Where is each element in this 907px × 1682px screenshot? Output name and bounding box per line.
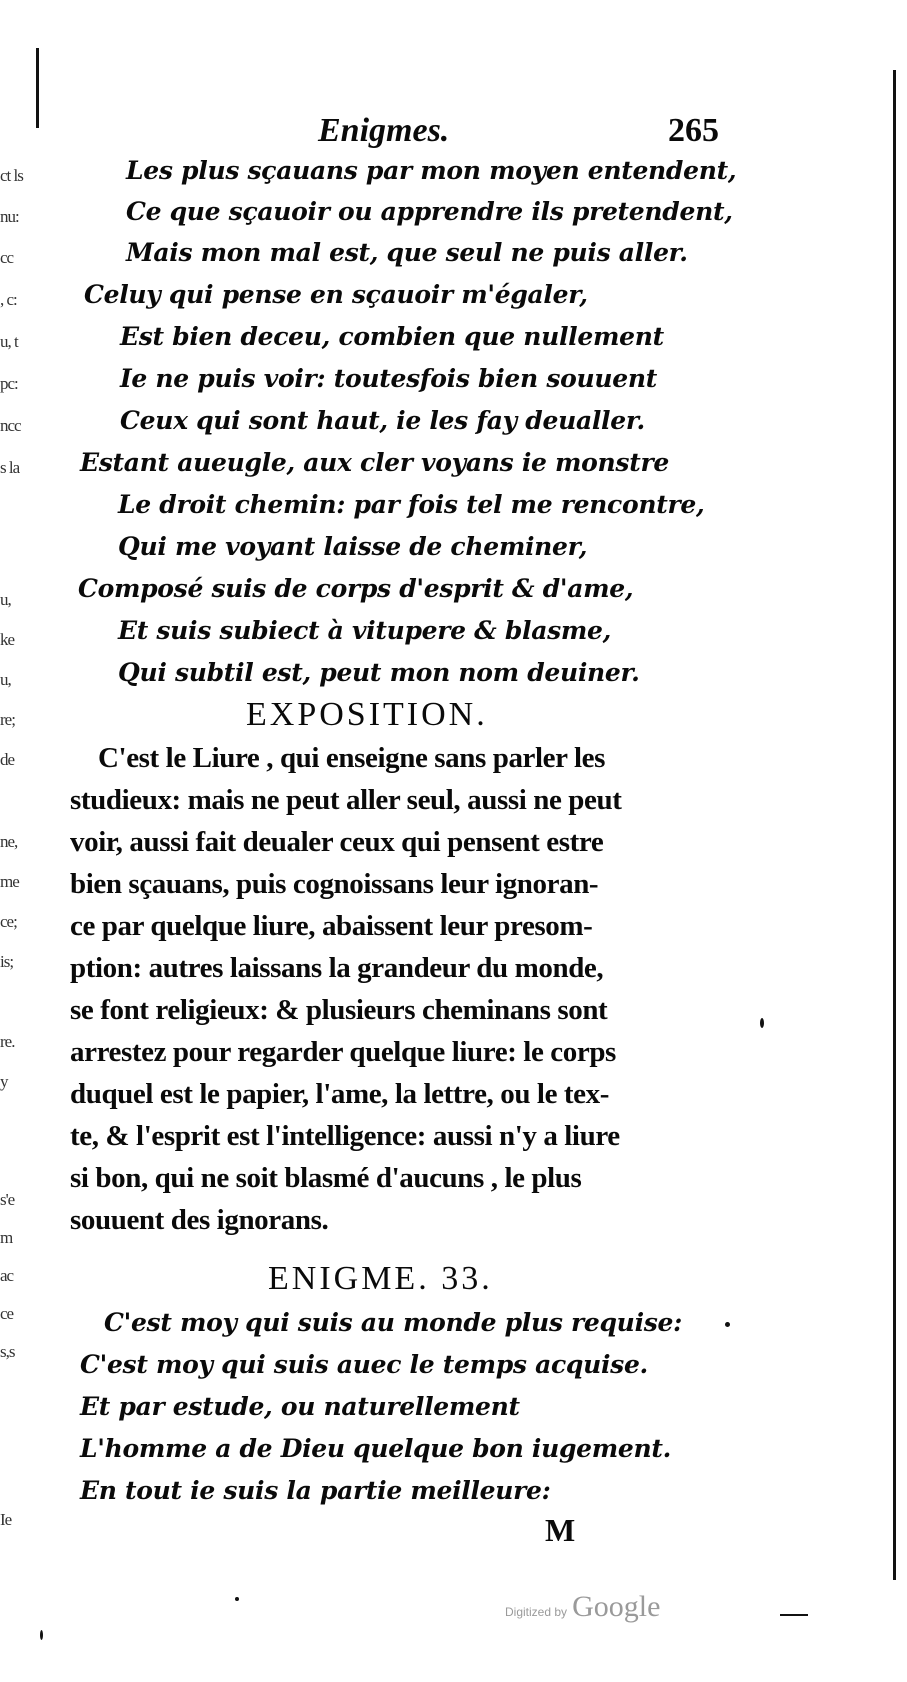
- bleed-fragment: ac: [0, 1266, 14, 1285]
- bleed-fragment: re.: [0, 1032, 15, 1051]
- verse-line: Ie ne puis voir: toutesfois bien souuent: [120, 364, 657, 393]
- exposition-heading: EXPOSITION.: [246, 696, 488, 733]
- verse-line: Estant aueugle, aux cler voyans ie monstre: [80, 448, 669, 477]
- bleed-fragment: u,: [0, 590, 11, 609]
- prose-line: bien sçauans, puis cognoissans leur ignoran-: [70, 868, 599, 900]
- prose-line: se font religieux: & plusieurs cheminans sont: [70, 994, 608, 1026]
- verse-line: Et par estude, ou naturellement: [80, 1392, 520, 1421]
- verse-line: C'est moy qui suis auec le temps acquise.: [80, 1350, 648, 1379]
- verse-line: Est bien deceu, combien que nullement: [120, 322, 664, 351]
- bleed-fragment: re;: [0, 710, 15, 729]
- page-number: 265: [668, 112, 719, 149]
- bleed-fragment: s la: [0, 458, 20, 477]
- prose-line: si bon, qui ne soit blasmé d'aucuns , le plus: [70, 1162, 582, 1194]
- bleed-fragment: u, t: [0, 332, 18, 351]
- bleed-fragment: , c:: [0, 290, 17, 309]
- verse-line: Celuy qui pense en sçauoir m'égaler,: [84, 280, 588, 309]
- prose-line: voir, aussi fait deualer ceux qui pensent estre: [70, 826, 604, 858]
- bleed-fragment: ne,: [0, 832, 18, 851]
- verse-line: Mais mon mal est, que seul ne puis aller.: [126, 238, 688, 267]
- verse-line: Composé suis de corps d'esprit & d'ame,: [78, 574, 634, 603]
- prose-line: duquel est le papier, l'ame, la lettre, ou le tex-: [70, 1078, 609, 1110]
- verse-line: Qui subtil est, peut mon nom deuiner.: [118, 658, 640, 687]
- verse-line: L'homme a de Dieu quelque bon iugement.: [80, 1434, 672, 1463]
- ink-speck: [235, 1597, 239, 1601]
- bleed-fragment: s,s: [0, 1342, 15, 1361]
- verse-line: En tout ie suis la partie meilleure:: [80, 1476, 551, 1505]
- catchword: M: [545, 1512, 576, 1548]
- bleed-fragment: ce;: [0, 912, 17, 931]
- bleed-fragment: pc:: [0, 374, 18, 393]
- bleed-fragment: s'e: [0, 1190, 15, 1209]
- ink-speck: [760, 1018, 764, 1028]
- verse-line: Qui me voyant laisse de cheminer,: [118, 532, 588, 561]
- enigme-heading: ENIGME. 33.: [268, 1260, 493, 1297]
- bleed-fragment: is;: [0, 952, 14, 971]
- verse-line: C'est moy qui suis au monde plus requise:: [104, 1308, 683, 1337]
- prose-line: souuent des ignorans.: [70, 1204, 329, 1236]
- prose-line: te, & l'esprit est l'intelligence: aussi n'y a liure: [70, 1120, 620, 1152]
- bleed-fragment: ke: [0, 630, 15, 649]
- bleed-fragment: ncc: [0, 416, 21, 435]
- bleed-fragment: cc: [0, 248, 14, 267]
- page-edge-rule: [893, 70, 896, 1580]
- bleed-fragment: u,: [0, 670, 11, 689]
- prose-line: ption: autres laissans la grandeur du monde,: [70, 952, 604, 984]
- margin-rule-left: [36, 48, 39, 128]
- verse-line: Ce que sçauoir ou apprendre ils pretendent,: [126, 197, 733, 226]
- bleed-fragment: nu:: [0, 207, 19, 226]
- bleed-fragment: de: [0, 750, 15, 769]
- verse-line: Les plus sçauans par mon moyen entendent,: [126, 156, 737, 185]
- bleed-fragment: ce: [0, 1304, 14, 1323]
- prose-line: studieux: mais ne peut aller seul, aussi ne peut: [70, 784, 622, 816]
- prose-line: C'est le Liure , qui enseigne sans parler les: [98, 742, 605, 774]
- ink-speck: [725, 1322, 730, 1327]
- ink-speck: [40, 1630, 43, 1640]
- bleed-fragment: ct ls: [0, 166, 23, 185]
- scan-mark: [780, 1614, 808, 1616]
- running-title: Enigmes.: [318, 112, 450, 149]
- bleed-fragment: m: [0, 1228, 13, 1247]
- bleed-fragment: Ie: [0, 1510, 12, 1529]
- watermark-prefix: Digitized by: [505, 1605, 568, 1619]
- verse-line: Et suis subiect à vitupere & blasme,: [118, 616, 612, 645]
- bleed-fragment: y: [0, 1072, 8, 1091]
- bleed-fragment: me: [0, 872, 19, 891]
- verse-line: Le droit chemin: par fois tel me rencontre,: [118, 490, 705, 519]
- prose-line: arrestez pour regarder quelque liure: le corps: [70, 1036, 616, 1068]
- prose-line: ce par quelque liure, abaissent leur presom-: [70, 910, 593, 942]
- verse-line: Ceux qui sont haut, ie les fay deualler.: [120, 406, 645, 435]
- digitized-watermark: [505, 1590, 660, 1624]
- watermark-brand: Google: [572, 1590, 661, 1623]
